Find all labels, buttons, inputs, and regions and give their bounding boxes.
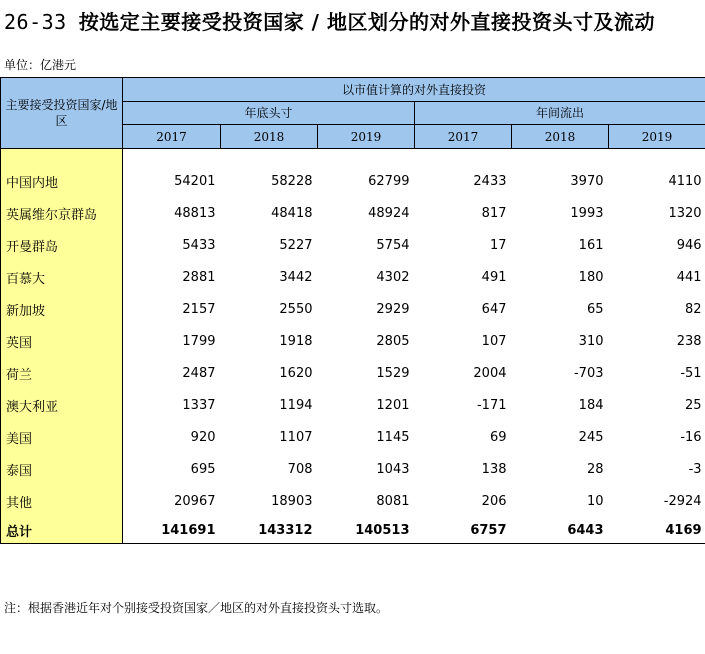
value-cell: 2929 bbox=[376, 301, 410, 317]
table-row bbox=[1, 421, 705, 453]
value-cell: 1043 bbox=[376, 461, 410, 477]
value-cell: -3 bbox=[688, 461, 702, 477]
value-cell: 2433 bbox=[473, 173, 507, 189]
table-row bbox=[1, 293, 705, 325]
value-cell: 48418 bbox=[271, 205, 313, 221]
header-group-outflow: 年间流出 bbox=[415, 101, 705, 125]
value-cell: 82 bbox=[685, 301, 702, 317]
value-cell: 2004 bbox=[473, 365, 507, 381]
header-group-position: 年底头寸 bbox=[123, 101, 415, 125]
value-cell: 180 bbox=[578, 269, 604, 285]
value-cell: 3442 bbox=[279, 269, 313, 285]
value-cell: 2487 bbox=[182, 365, 216, 381]
year-header: 2017 bbox=[415, 125, 512, 149]
value-cell: 4169 bbox=[609, 517, 705, 544]
footnote: 注：根据香港近年对个别接受投资国家／地区的对外直接投资头寸选取。 bbox=[4, 601, 389, 615]
region-name: 荷兰 bbox=[1, 357, 123, 389]
table-row bbox=[1, 165, 705, 197]
data-table-wrapper bbox=[0, 77, 705, 544]
value-cell: 8081 bbox=[376, 493, 410, 509]
value-cell: -2924 bbox=[663, 493, 702, 509]
value-cell: -171 bbox=[476, 397, 507, 413]
value-cell: 491 bbox=[481, 269, 507, 285]
value-cell: 5433 bbox=[182, 237, 216, 253]
value-cell: 310 bbox=[578, 333, 604, 349]
value-cell: 184 bbox=[578, 397, 604, 413]
header-top: 以市值计算的对外直接投资 bbox=[123, 78, 705, 102]
table-row bbox=[1, 517, 705, 544]
value-cell: 1529 bbox=[376, 365, 410, 381]
region-name: 美国 bbox=[1, 421, 123, 453]
value-cell: 140513 bbox=[318, 517, 415, 544]
value-cell: 5754 bbox=[376, 237, 410, 253]
value-cell: 58228 bbox=[271, 173, 313, 189]
region-name: 泰国 bbox=[1, 453, 123, 485]
value-cell: 3970 bbox=[570, 173, 604, 189]
region-name: 百慕大 bbox=[1, 261, 123, 293]
value-cell: 62799 bbox=[368, 173, 410, 189]
data-table bbox=[0, 77, 705, 544]
value-cell: 817 bbox=[481, 205, 507, 221]
value-cell: 69 bbox=[489, 429, 507, 445]
table-title-text: 按选定主要接受投资国家 / 地区划分的对外直接投资头寸及流动 bbox=[78, 10, 655, 34]
value-cell: 138 bbox=[481, 461, 507, 477]
spacer-row bbox=[1, 149, 705, 166]
value-cell: 920 bbox=[190, 429, 216, 445]
year-header: 2019 bbox=[609, 125, 705, 149]
value-cell: 946 bbox=[676, 237, 702, 253]
value-cell: 28 bbox=[586, 461, 604, 477]
value-cell: -16 bbox=[680, 429, 702, 445]
region-name: 英国 bbox=[1, 325, 123, 357]
value-cell: 695 bbox=[190, 461, 216, 477]
value-cell: 441 bbox=[676, 269, 702, 285]
value-cell: -51 bbox=[680, 365, 702, 381]
value-cell: 161 bbox=[578, 237, 604, 253]
table-number: 26-33 bbox=[4, 10, 67, 34]
value-cell: 2550 bbox=[279, 301, 313, 317]
region-name: 新加坡 bbox=[1, 293, 123, 325]
value-cell: 6757 bbox=[415, 517, 512, 544]
year-header: 2018 bbox=[512, 125, 609, 149]
value-cell: 17 bbox=[489, 237, 507, 253]
value-cell: 65 bbox=[586, 301, 604, 317]
table-row bbox=[1, 261, 705, 293]
value-cell: 54201 bbox=[174, 173, 216, 189]
region-name: 中国内地 bbox=[1, 165, 123, 197]
value-cell: 48924 bbox=[368, 205, 410, 221]
value-cell: 2157 bbox=[182, 301, 216, 317]
value-cell: 1194 bbox=[279, 397, 313, 413]
value-cell: 141691 bbox=[123, 517, 221, 544]
region-name: 澳大利亚 bbox=[1, 389, 123, 421]
value-cell: -703 bbox=[573, 365, 604, 381]
value-cell: 1337 bbox=[182, 397, 216, 413]
region-name: 英属维尔京群岛 bbox=[1, 197, 123, 229]
value-cell: 18903 bbox=[271, 493, 313, 509]
value-cell: 48813 bbox=[174, 205, 216, 221]
row-header: 主要接受投资国家/地区 bbox=[1, 78, 123, 149]
value-cell: 1620 bbox=[279, 365, 313, 381]
table-row bbox=[1, 389, 705, 421]
table-row bbox=[1, 357, 705, 389]
value-cell: 2881 bbox=[182, 269, 216, 285]
table-body bbox=[1, 149, 705, 544]
value-cell: 245 bbox=[578, 429, 604, 445]
table-row bbox=[1, 325, 705, 357]
value-cell: 1145 bbox=[376, 429, 410, 445]
table-row bbox=[1, 453, 705, 485]
value-cell: 20967 bbox=[174, 493, 216, 509]
value-cell: 10 bbox=[586, 493, 604, 509]
value-cell: 4302 bbox=[376, 269, 410, 285]
value-cell: 1918 bbox=[279, 333, 313, 349]
region-name: 开曼群岛 bbox=[1, 229, 123, 261]
year-header: 2017 bbox=[123, 125, 221, 149]
value-cell: 1201 bbox=[376, 397, 410, 413]
page-title bbox=[4, 6, 655, 35]
value-cell: 708 bbox=[287, 461, 313, 477]
value-cell: 1993 bbox=[570, 205, 604, 221]
region-name: 总计 bbox=[1, 517, 123, 544]
unit-label: 单位：亿港元 bbox=[4, 58, 77, 72]
year-header: 2019 bbox=[318, 125, 415, 149]
table-row bbox=[1, 197, 705, 229]
value-cell: 5227 bbox=[279, 237, 313, 253]
table-row bbox=[1, 485, 705, 517]
value-cell: 647 bbox=[481, 301, 507, 317]
year-header: 2018 bbox=[221, 125, 318, 149]
value-cell: 107 bbox=[481, 333, 507, 349]
value-cell: 143312 bbox=[221, 517, 318, 544]
value-cell: 1799 bbox=[182, 333, 216, 349]
value-cell: 25 bbox=[685, 397, 702, 413]
value-cell: 1107 bbox=[279, 429, 313, 445]
value-cell: 1320 bbox=[668, 205, 702, 221]
value-cell: 238 bbox=[676, 333, 702, 349]
table-row bbox=[1, 229, 705, 261]
value-cell: 6443 bbox=[512, 517, 609, 544]
value-cell: 2805 bbox=[376, 333, 410, 349]
value-cell: 4110 bbox=[668, 173, 702, 189]
region-name: 其他 bbox=[1, 485, 123, 517]
value-cell: 206 bbox=[481, 493, 507, 509]
